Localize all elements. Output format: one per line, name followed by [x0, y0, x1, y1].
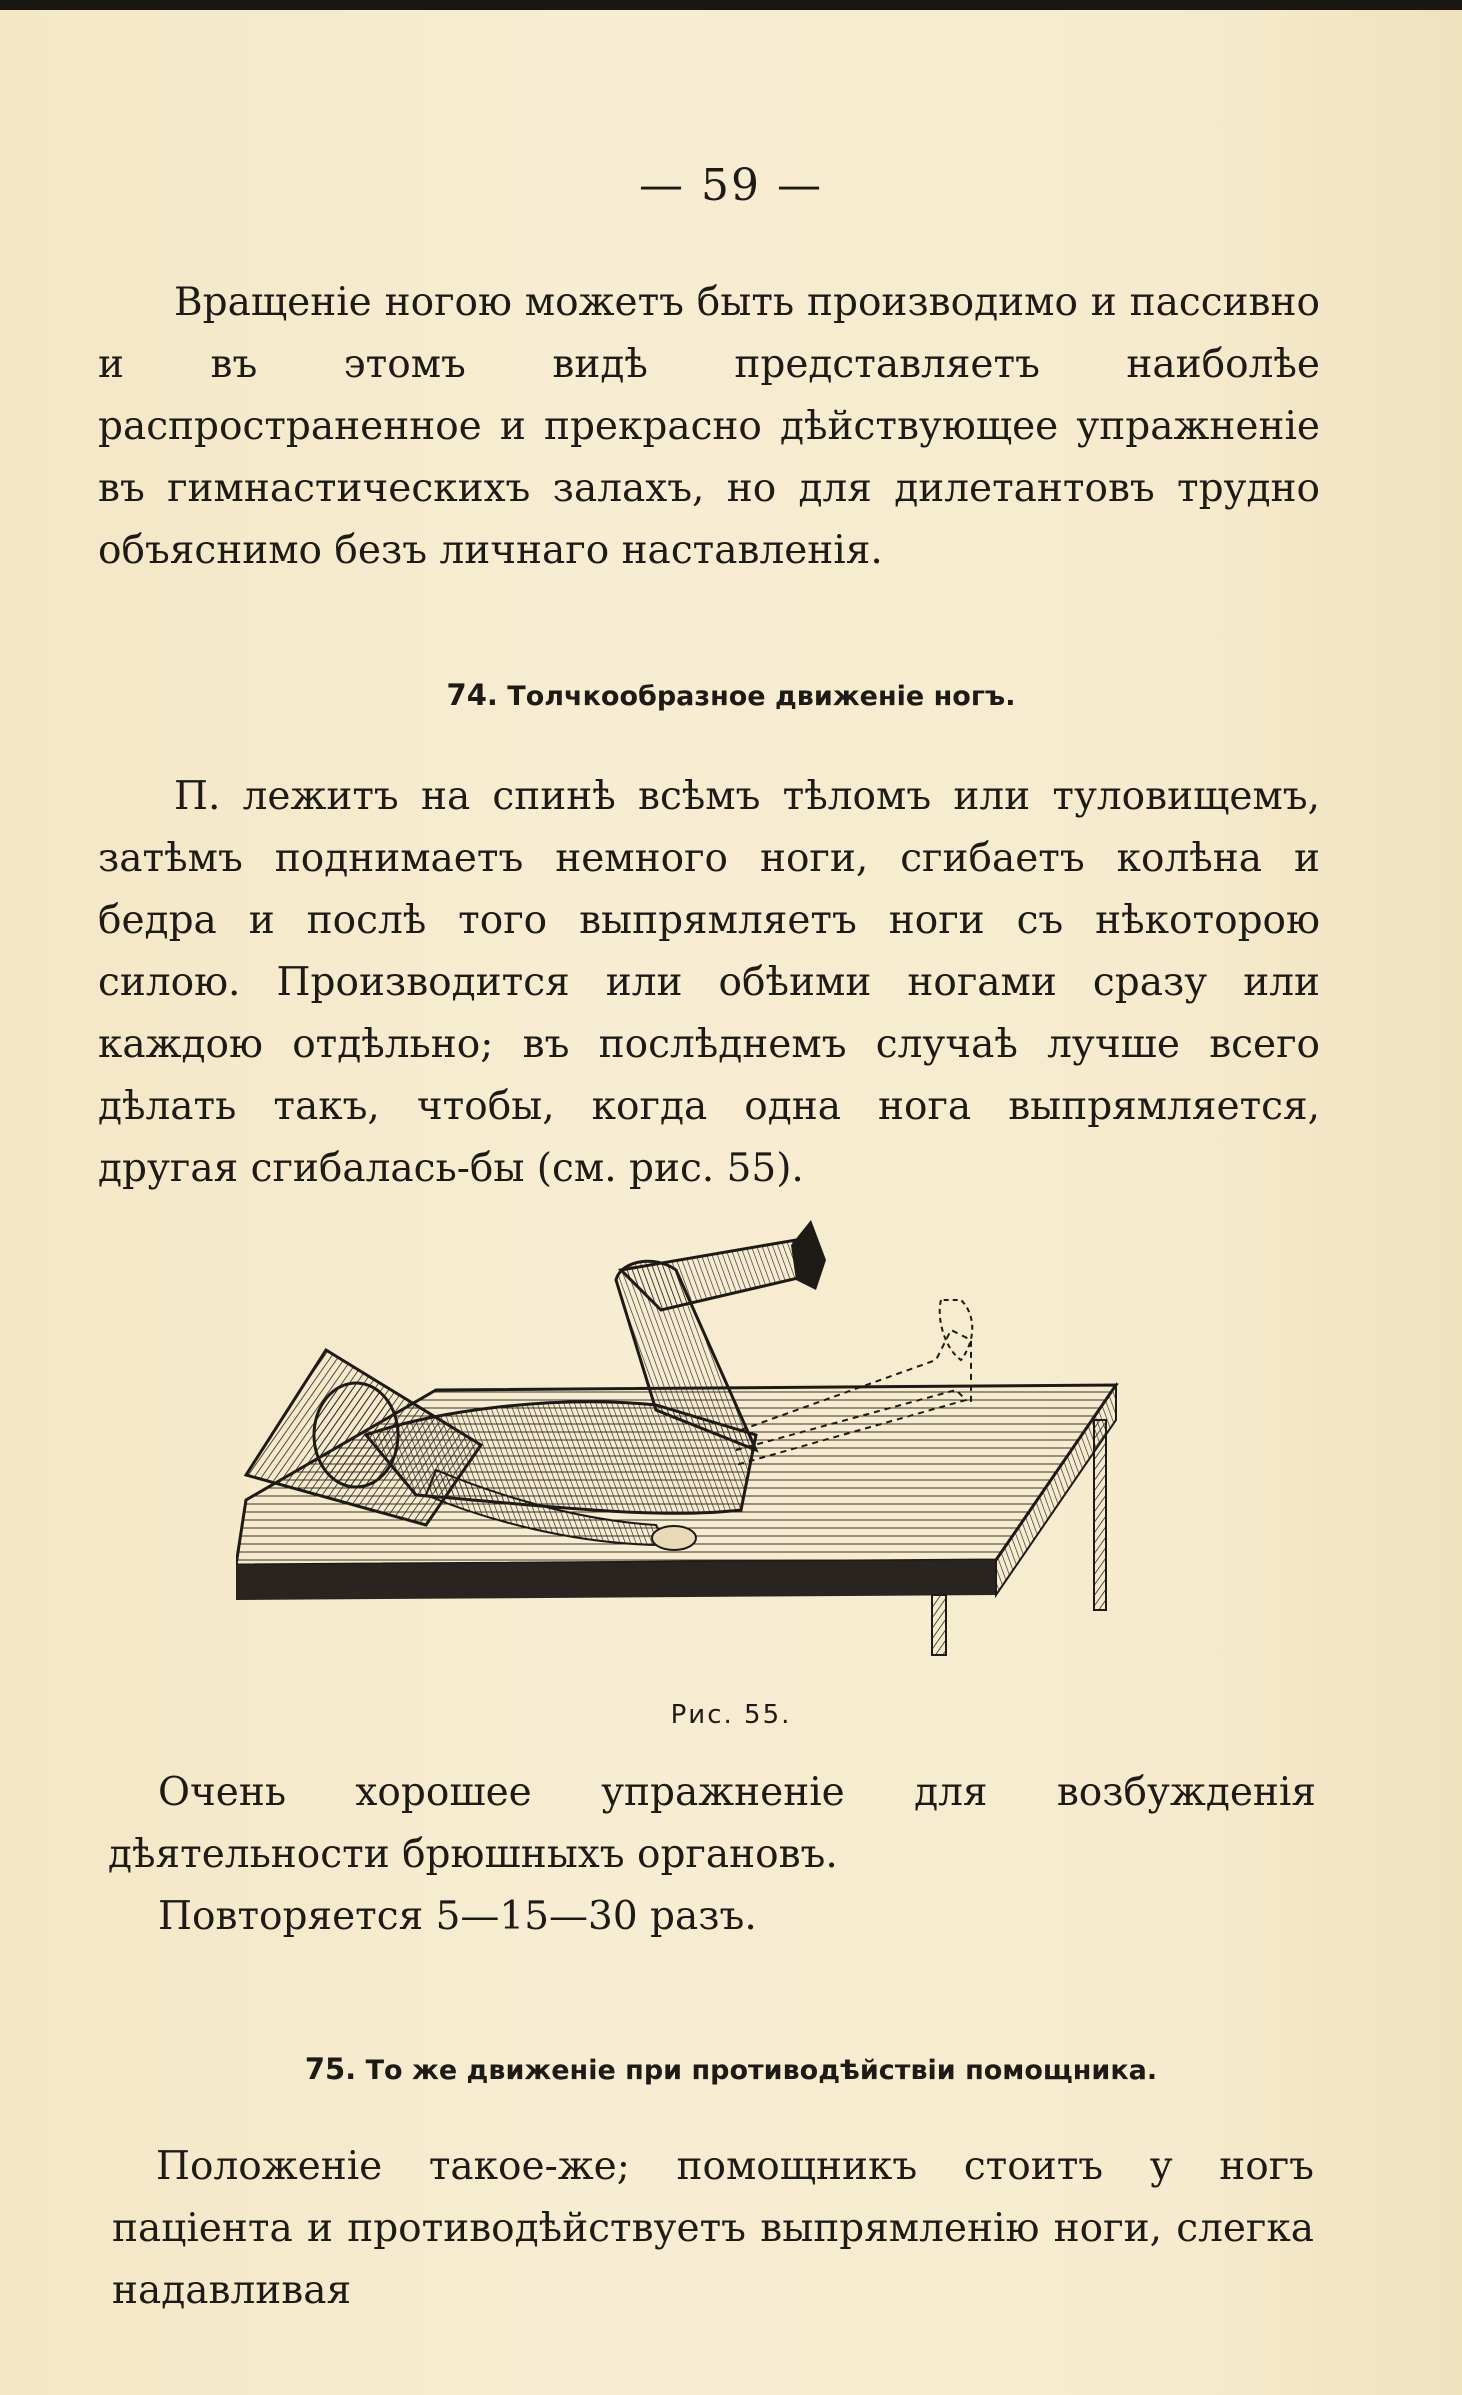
section-75-title: То же движеніе при противодѣйствіи помощника. — [365, 2055, 1158, 2086]
head — [314, 1383, 398, 1487]
figure-55-illustration — [236, 1220, 1136, 1690]
foot — [791, 1220, 826, 1290]
book-page — [0, 10, 1462, 2395]
section-74-title: Толчкообразное движеніе ногъ. — [507, 681, 1016, 712]
section-74-paragraph — [98, 766, 1320, 1200]
after-figure-paragraph-text: Очень хорошее упражненіе для возбужденія дѣятельности брюшныхъ органовъ. — [108, 1770, 1316, 1877]
after-figure-paragraph — [108, 1762, 1316, 1886]
table-edge — [236, 1560, 996, 1600]
section-75-number: 75. — [304, 2052, 357, 2086]
paragraph-rotation-text: Вращеніе ногою можетъ быть производимо и пассивно и въ этомъ видѣ представляетъ наиболѣе распространенное и прекрасно дѣйствующее упражненіе въ гимнастическихъ залахъ, но для дилетантовъ трудно объяснимо безъ личнаго наставленія. — [98, 280, 1320, 573]
extended-foot-outline — [940, 1300, 973, 1360]
section-74-number: 74. — [446, 678, 498, 712]
figure-caption: Рис. 55. — [670, 1700, 792, 1730]
section-75-heading — [0, 2052, 1462, 2086]
section-75-paragraph-text: Положеніе такое-же; помощникъ стоитъ у ногъ паціента и противодѣйствуетъ выпрямленію ноги, слегка надавливая — [112, 2144, 1314, 2313]
section-75-paragraph — [112, 2136, 1314, 2322]
paragraph-rotation — [98, 272, 1320, 582]
table-leg-front — [932, 1595, 946, 1655]
shin — [621, 1240, 811, 1310]
section-74-heading — [0, 678, 1462, 712]
table-leg-back — [1094, 1420, 1106, 1610]
repeat-line: Повторяется 5—15—30 разъ. — [158, 1894, 757, 1939]
page-number: — 59 — — [639, 160, 823, 211]
section-74-paragraph-text: П. лежитъ на спинѣ всѣмъ тѣломъ или туловищемъ, затѣмъ поднимаетъ немного ноги, сгибаетъ колѣна и бедра и послѣ того выпрямляетъ ноги съ нѣкоторою силою. Производится или обѣими ногами сразу или каждою отдѣльно; въ послѣднемъ случаѣ лучше всего дѣлать такъ, чтобы, когда одна нога выпрямляется, другая сгибалась-бы (см. рис. 55). — [98, 774, 1320, 1191]
hand — [652, 1526, 696, 1550]
